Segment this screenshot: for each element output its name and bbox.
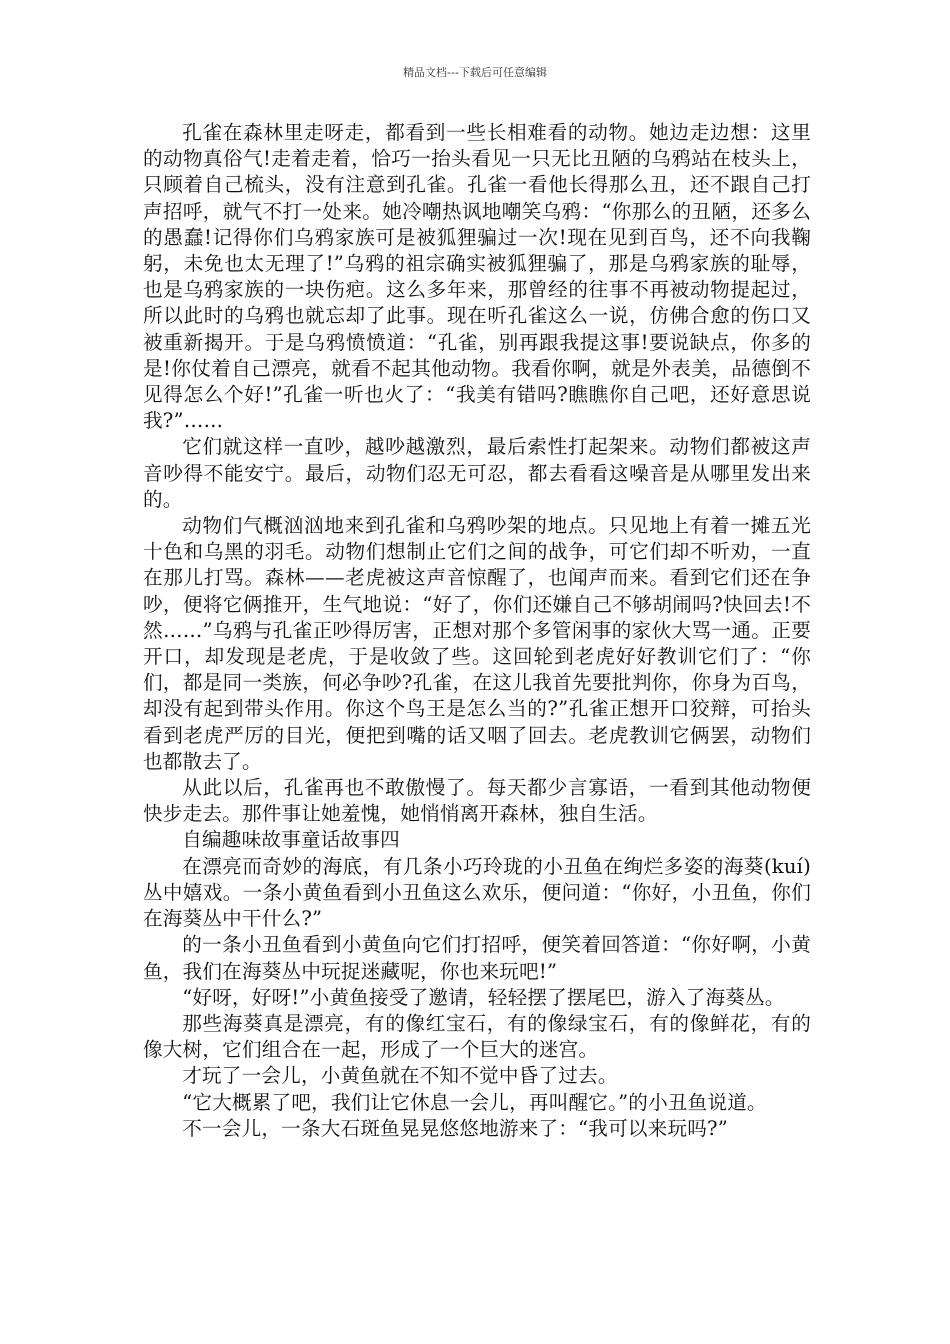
paragraph: “它大概累了吧，我们让它休息一会儿，再叫醒它。”的小丑鱼说道。 [182,1090,767,1114]
document-body [143,120,811,1142]
paragraph: 从此以后，孔雀再也不敢傲慢了。每天都少言寡语，一看到其他动物便快步走去。那件事让她羞愧，她悄悄离开森林，独自生活。 [143,776,811,826]
paragraph: 的一条小丑鱼看到小黄鱼向它们打招呼，便笑着回答道：“你好啊，小黄鱼，我们在海葵丛中玩捉迷藏呢，你也来玩吧!” [143,933,811,983]
page-header: 精品文档---下载后可任意编辑 [403,66,547,79]
paragraph: 不一会儿，一条大石斑鱼晃晃悠悠地游来了：“我可以来玩吗?” [182,1116,728,1140]
paragraph: “好呀，好呀!”小黄鱼接受了邀请，轻轻摆了摆尾巴，游入了海葵丛。 [182,985,785,1009]
paragraph: 它们就这样一直吵，越吵越激烈，最后索性打起架来。动物们都被这声音吵得不能安宁。最后，动物们忍无可忍，都去看看这噪音是从哪里发出来的。 [143,435,811,511]
paragraph: 才玩了一会儿，小黄鱼就在不知不觉中昏了过去。 [182,1064,618,1088]
paragraph: 孔雀在森林里走呀走，都看到一些长相难看的动物。她边走边想：这里的动物真俗气!走着走着，恰巧一抬头看见一只无比丑陋的乌鸦站在枝头上，只顾着自己梳头，没有注意到孔雀。孔雀一看他长得那么丑，还不跟自己打声招呼，就气不打一处来。她冷嘲热讽地嘲笑乌鸦：“你那么的丑陋，还多么的愚蠢!记得你们乌鸦家族可是被狐狸骗过一次!现在见到百鸟，还不向我鞠躬，未免也太无理了!”乌鸦的祖宗确实被狐狸骗了，那是乌鸦家族的耻辱，也是乌鸦家族的一块伤疤。这么多年来，那曾经的往事不再被动物提起过，所以此时的乌鸦也就忘却了此事。现在听孔雀这么一说，仿佛合愈的伤口又被重新揭开。于是乌鸦愤愤道：“孔雀，别再跟我提这事!要说缺点，你多的是!你仗着自己漂亮，就看不起其他动物。我看你啊，就是外表美，品德倒不见得怎么个好!”孔雀一听也火了：“我美有错吗?瞧瞧你自己吧，还好意思说我?”…… [143,121,811,433]
paragraph: 动物们气概汹汹地来到孔雀和乌鸦吵架的地点。只见地上有着一摊五光十色和乌黑的羽毛。动物们想制止它们之间的战争，可它们却不听劝，一直在那儿打骂。森林——老虎被这声音惊醒了，也闻声而来。看到它们还在争吵，便将它俩推开，生气地说：“好了，你们还嫌自己不够胡闹吗?快回去!不然……”乌鸦与孔雀正吵得厉害，正想对那个多管闲事的家伙大骂一通。正要开口，却发现是老虎，于是收敛了些。这回轮到老虎好好教训它们了：“你们，都是同一类族，何必争吵?孔雀，在这儿我首先要批判你，你身为百鸟，却没有起到带头作用。你这个鸟王是怎么当的?”孔雀正想开口狡辩，可抬头看到老虎严厉的目光，便把到嘴的话又咽了回去。老虎教训它俩罢，动物们也都散去了。 [143,514,811,773]
paragraph: 那些海葵真是漂亮，有的像红宝石，有的像绿宝石，有的像鲜花，有的像大树，它们组合在一起，形成了一个巨大的迷宫。 [143,1011,811,1062]
paragraph: 在漂亮而奇妙的海底，有几条小巧玲珑的小丑鱼在绚烂多姿的海葵(kuí)丛中嬉戏。一条小黄鱼看到小丑鱼这么欢乐，便问道：“你好，小丑鱼，你们在海葵丛中干什么?” [143,854,811,931]
section-title: 自编趣味故事童话故事四 [182,828,400,852]
